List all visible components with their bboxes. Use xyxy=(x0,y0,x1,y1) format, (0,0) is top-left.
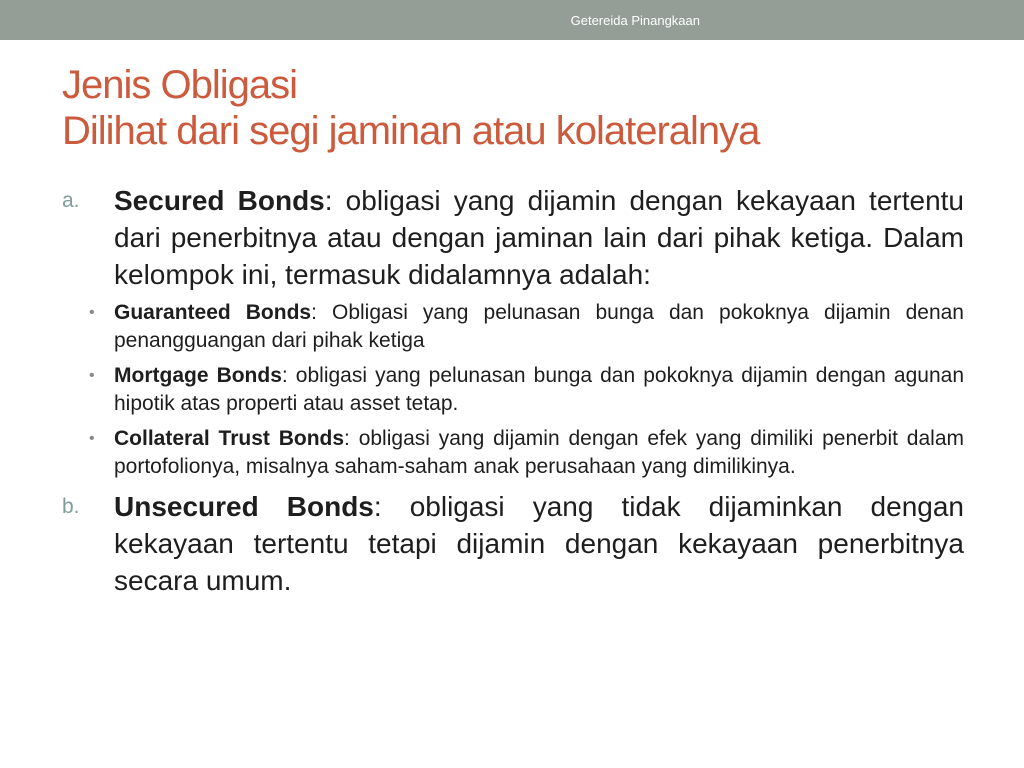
bullet-icon: • xyxy=(89,304,95,321)
sub-item-mortgage-bonds xyxy=(89,362,964,418)
slide-content xyxy=(62,182,964,605)
term-label: Guaranteed Bonds xyxy=(114,301,312,324)
slide-title xyxy=(62,62,759,154)
list-marker: a. xyxy=(62,189,80,212)
sub-item-guaranteed-bonds xyxy=(89,299,964,355)
sub-item-text xyxy=(114,299,964,355)
list-item-secured-bonds xyxy=(62,182,964,293)
term-description: : Obligasi yang pelunasan bunga dan pokoknya dijamin denan penangguangan dari pihak ketiga xyxy=(114,301,964,352)
term-description: : obligasi yang tidak dijaminkan dengan kekayaan tertentu tetapi dijamin dengan kekayaan penerbitnya secara umum. xyxy=(114,491,964,596)
slide-title-line-1: Jenis Obligasi xyxy=(62,63,298,107)
sub-item-collateral-trust-bonds xyxy=(89,425,964,481)
sub-item-text xyxy=(114,362,964,418)
header-bar xyxy=(0,0,1024,40)
slide-title-line-2: Dilihat dari segi jaminan atau kolateralnya xyxy=(62,109,760,153)
term-description: : obligasi yang dijamin dengan efek yang dimiliki penerbit dalam portofolionya, misalnya saham-saham anak perusahaan yang dimilikinya. xyxy=(114,427,964,478)
list-item-text xyxy=(114,488,964,599)
bullet-icon: • xyxy=(89,367,95,384)
list-item-text xyxy=(114,182,964,293)
sub-item-text xyxy=(114,425,964,481)
term-label: Unsecured Bonds xyxy=(114,491,374,522)
term-label: Secured Bonds xyxy=(114,185,325,216)
term-label: Collateral Trust Bonds xyxy=(114,427,345,450)
term-label: Mortgage Bonds xyxy=(114,364,282,387)
author-name: Getereida Pinangkaan xyxy=(570,13,700,28)
term-description: : obligasi yang pelunasan bunga dan pokoknya dijamin dengan agunan hipotik atas properti atau asset tetap. xyxy=(114,364,964,415)
list-item-unsecured-bonds xyxy=(62,488,964,599)
bullet-icon: • xyxy=(89,430,95,447)
term-description: : obligasi yang dijamin dengan kekayaan tertentu dari penerbitnya atau dengan jaminan lain dari pihak ketiga. Dalam kelompok ini, termasuk didalamnya adalah: xyxy=(114,185,964,290)
list-marker: b. xyxy=(62,495,80,518)
